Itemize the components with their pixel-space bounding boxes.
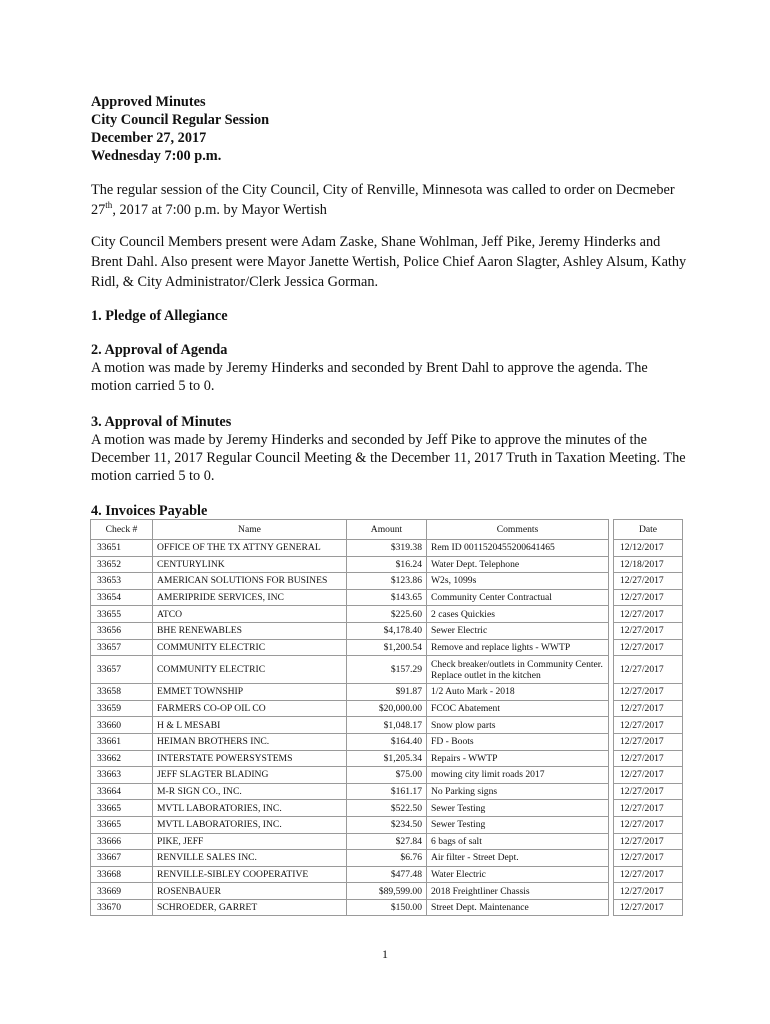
cell-comments: W2s, 1099s <box>427 573 609 590</box>
cell-amount: $157.29 <box>347 656 427 684</box>
cell-amount: $225.60 <box>347 606 427 623</box>
invoices-table <box>90 519 683 916</box>
cell-comments: Remove and replace lights - WWTP <box>427 639 609 656</box>
cell-comments: Street Dept. Maintenance <box>427 899 609 916</box>
cell-date: 12/27/2017 <box>614 899 683 916</box>
table-row <box>91 883 683 900</box>
cell-check: 33655 <box>91 606 153 623</box>
cell-check: 33664 <box>91 783 153 800</box>
cell-comments: FD - Boots <box>427 733 609 750</box>
cell-amount: $16.24 <box>347 556 427 573</box>
cell-date: 12/27/2017 <box>614 783 683 800</box>
cell-check: 33670 <box>91 899 153 916</box>
cell-date: 12/27/2017 <box>614 833 683 850</box>
cell-name: COMMUNITY ELECTRIC <box>153 656 347 684</box>
heading-title: Approved Minutes <box>91 94 206 110</box>
cell-date: 12/27/2017 <box>614 816 683 833</box>
table-row <box>91 656 683 684</box>
cell-name: FARMERS CO-OP OIL CO <box>153 700 347 717</box>
table-row <box>91 540 683 557</box>
intro-text-end: , 2017 at 7:00 p.m. by Mayor Wertish <box>112 202 327 218</box>
cell-amount: $234.50 <box>347 816 427 833</box>
heading-time: Wednesday 7:00 p.m. <box>91 148 222 164</box>
cell-check: 33667 <box>91 850 153 867</box>
table-row <box>91 606 683 623</box>
table-row <box>91 899 683 916</box>
cell-amount: $1,205.34 <box>347 750 427 767</box>
cell-comments: Air filter - Street Dept. <box>427 850 609 867</box>
cell-date: 12/27/2017 <box>614 622 683 639</box>
table-row <box>91 833 683 850</box>
cell-comments: Water Electric <box>427 866 609 883</box>
cell-name: JEFF SLAGTER BLADING <box>153 767 347 784</box>
cell-name: INTERSTATE POWERSYSTEMS <box>153 750 347 767</box>
header-comments: Comments <box>427 520 609 540</box>
heading-date: December 27, 2017 <box>91 130 207 146</box>
attendance-paragraph: City Council Members present were Adam Zaske, Shane Wohlman, Jeff Pike, Jeremy Hinderks and Brent Dahl. Also present were Mayor Janette Wertish, Police Chief Aaron Slagter, Ashley Alsum, Kathy Ridl, & City Administrator/Clerk Jessica Gorman. <box>91 234 687 290</box>
cell-amount: $164.40 <box>347 733 427 750</box>
cell-amount: $89,599.00 <box>347 883 427 900</box>
table-row <box>91 800 683 817</box>
cell-name: ROSENBAUER <box>153 883 347 900</box>
table-row <box>91 589 683 606</box>
cell-name: BHE RENEWABLES <box>153 622 347 639</box>
cell-check: 33658 <box>91 684 153 701</box>
cell-date: 12/27/2017 <box>614 883 683 900</box>
cell-comments: Community Center Contractual <box>427 589 609 606</box>
cell-check: 33657 <box>91 639 153 656</box>
cell-name: PIKE, JEFF <box>153 833 347 850</box>
cell-check: 33653 <box>91 573 153 590</box>
table-row <box>91 556 683 573</box>
cell-name: MVTL LABORATORIES, INC. <box>153 800 347 817</box>
cell-amount: $1,048.17 <box>347 717 427 734</box>
table-row <box>91 866 683 883</box>
heading-session: City Council Regular Session <box>91 112 270 128</box>
cell-date: 12/27/2017 <box>614 656 683 684</box>
cell-name: MVTL LABORATORIES, INC. <box>153 816 347 833</box>
section-pledge-title: 1. Pledge of Allegiance <box>91 308 228 324</box>
cell-date: 12/27/2017 <box>614 573 683 590</box>
section-agenda-title: 2. Approval of Agenda <box>91 342 228 358</box>
cell-date: 12/27/2017 <box>614 850 683 867</box>
cell-comments: 6 bags of salt <box>427 833 609 850</box>
cell-amount: $6.76 <box>347 850 427 867</box>
cell-comments: Repairs - WWTP <box>427 750 609 767</box>
cell-check: 33652 <box>91 556 153 573</box>
cell-date: 12/27/2017 <box>614 767 683 784</box>
cell-comments: mowing city limit roads 2017 <box>427 767 609 784</box>
cell-comments: 2018 Freightliner Chassis <box>427 883 609 900</box>
table-row <box>91 717 683 734</box>
section-minutes-title: 3. Approval of Minutes <box>91 414 232 430</box>
cell-comments: FCOC Abatement <box>427 700 609 717</box>
section-invoices-title: 4. Invoices Payable <box>91 503 208 519</box>
cell-comments: Water Dept. Telephone <box>427 556 609 573</box>
cell-comments: 2 cases Quickies <box>427 606 609 623</box>
header-amount: Amount <box>347 520 427 540</box>
cell-date: 12/27/2017 <box>614 866 683 883</box>
section-agenda <box>91 341 691 395</box>
table-row <box>91 733 683 750</box>
cell-date: 12/27/2017 <box>614 684 683 701</box>
cell-name: RENVILLE-SIBLEY COOPERATIVE <box>153 866 347 883</box>
cell-comments: No Parking signs <box>427 783 609 800</box>
cell-date: 12/27/2017 <box>614 800 683 817</box>
cell-check: 33654 <box>91 589 153 606</box>
section-minutes <box>91 413 691 485</box>
intro-paragraph <box>91 180 691 220</box>
table-row <box>91 622 683 639</box>
cell-name: COMMUNITY ELECTRIC <box>153 639 347 656</box>
cell-date: 12/27/2017 <box>614 750 683 767</box>
cell-amount: $150.00 <box>347 899 427 916</box>
cell-amount: $477.48 <box>347 866 427 883</box>
cell-check: 33669 <box>91 883 153 900</box>
cell-check: 33657 <box>91 656 153 684</box>
cell-comments: Sewer Testing <box>427 800 609 817</box>
table-row <box>91 639 683 656</box>
cell-check: 33668 <box>91 866 153 883</box>
cell-amount: $27.84 <box>347 833 427 850</box>
table-row <box>91 684 683 701</box>
cell-name: CENTURYLINK <box>153 556 347 573</box>
cell-check: 33661 <box>91 733 153 750</box>
header-name: Name <box>153 520 347 540</box>
cell-amount: $75.00 <box>347 767 427 784</box>
table-row <box>91 700 683 717</box>
cell-date: 12/27/2017 <box>614 733 683 750</box>
cell-name: SCHROEDER, GARRET <box>153 899 347 916</box>
intro-text: The regular session of the City Council, City of Renville, Minnesota was called to order on Decmeber 27 <box>91 182 675 218</box>
table-row <box>91 850 683 867</box>
cell-check: 33666 <box>91 833 153 850</box>
cell-amount: $143.65 <box>347 589 427 606</box>
section-minutes-body: A motion was made by Jeremy Hinderks and seconded by Jeff Pike to approve the minutes of the December 11, 2017 Regular Council Meeting & the December 11, 2017 Truth in Taxation Meeting. The motion carried 5 to 0. <box>91 432 686 484</box>
table-row <box>91 816 683 833</box>
cell-check: 33660 <box>91 717 153 734</box>
table-row <box>91 767 683 784</box>
cell-name: RENVILLE SALES INC. <box>153 850 347 867</box>
cell-comments: Sewer Electric <box>427 622 609 639</box>
cell-check: 33665 <box>91 800 153 817</box>
cell-name: M-R SIGN CO., INC. <box>153 783 347 800</box>
cell-amount: $522.50 <box>347 800 427 817</box>
cell-date: 12/27/2017 <box>614 639 683 656</box>
cell-comments: Check breaker/outlets in Community Center. Replace outlet in the kitchen <box>427 656 609 684</box>
page-number: 1 <box>382 947 388 961</box>
table-row <box>91 783 683 800</box>
cell-check: 33651 <box>91 540 153 557</box>
cell-amount: $319.38 <box>347 540 427 557</box>
cell-amount: $123.86 <box>347 573 427 590</box>
cell-check: 33656 <box>91 622 153 639</box>
header-check: Check # <box>91 520 153 540</box>
cell-name: AMERICAN SOLUTIONS FOR BUSINES <box>153 573 347 590</box>
invoices-body <box>91 540 683 916</box>
cell-amount: $1,200.54 <box>347 639 427 656</box>
cell-date: 12/27/2017 <box>614 589 683 606</box>
cell-name: AMERIPRIDE SERVICES, INC <box>153 589 347 606</box>
cell-name: HEIMAN BROTHERS INC. <box>153 733 347 750</box>
cell-amount: $4,178.40 <box>347 622 427 639</box>
table-row <box>91 573 683 590</box>
cell-name: EMMET TOWNSHIP <box>153 684 347 701</box>
cell-comments: 1/2 Auto Mark - 2018 <box>427 684 609 701</box>
cell-comments: Rem ID 0011520455200641465 <box>427 540 609 557</box>
table-row <box>91 750 683 767</box>
cell-check: 33663 <box>91 767 153 784</box>
cell-comments: Sewer Testing <box>427 816 609 833</box>
cell-date: 12/12/2017 <box>614 540 683 557</box>
cell-comments: Snow plow parts <box>427 717 609 734</box>
cell-amount: $161.17 <box>347 783 427 800</box>
cell-name: ATCO <box>153 606 347 623</box>
cell-check: 33662 <box>91 750 153 767</box>
cell-check: 33659 <box>91 700 153 717</box>
cell-amount: $91.87 <box>347 684 427 701</box>
cell-check: 33665 <box>91 816 153 833</box>
cell-date: 12/18/2017 <box>614 556 683 573</box>
cell-date: 12/27/2017 <box>614 606 683 623</box>
document-heading <box>91 93 269 165</box>
cell-amount: $20,000.00 <box>347 700 427 717</box>
cell-date: 12/27/2017 <box>614 717 683 734</box>
cell-date: 12/27/2017 <box>614 700 683 717</box>
intro-superscript: th <box>105 200 113 211</box>
cell-name: H & L MESABI <box>153 717 347 734</box>
header-date: Date <box>614 520 683 540</box>
invoices-header-row <box>91 520 683 540</box>
cell-name: OFFICE OF THE TX ATTNY GENERAL <box>153 540 347 557</box>
section-agenda-body: A motion was made by Jeremy Hinderks and seconded by Brent Dahl to approve the agenda. The motion carried 5 to 0. <box>91 360 648 394</box>
